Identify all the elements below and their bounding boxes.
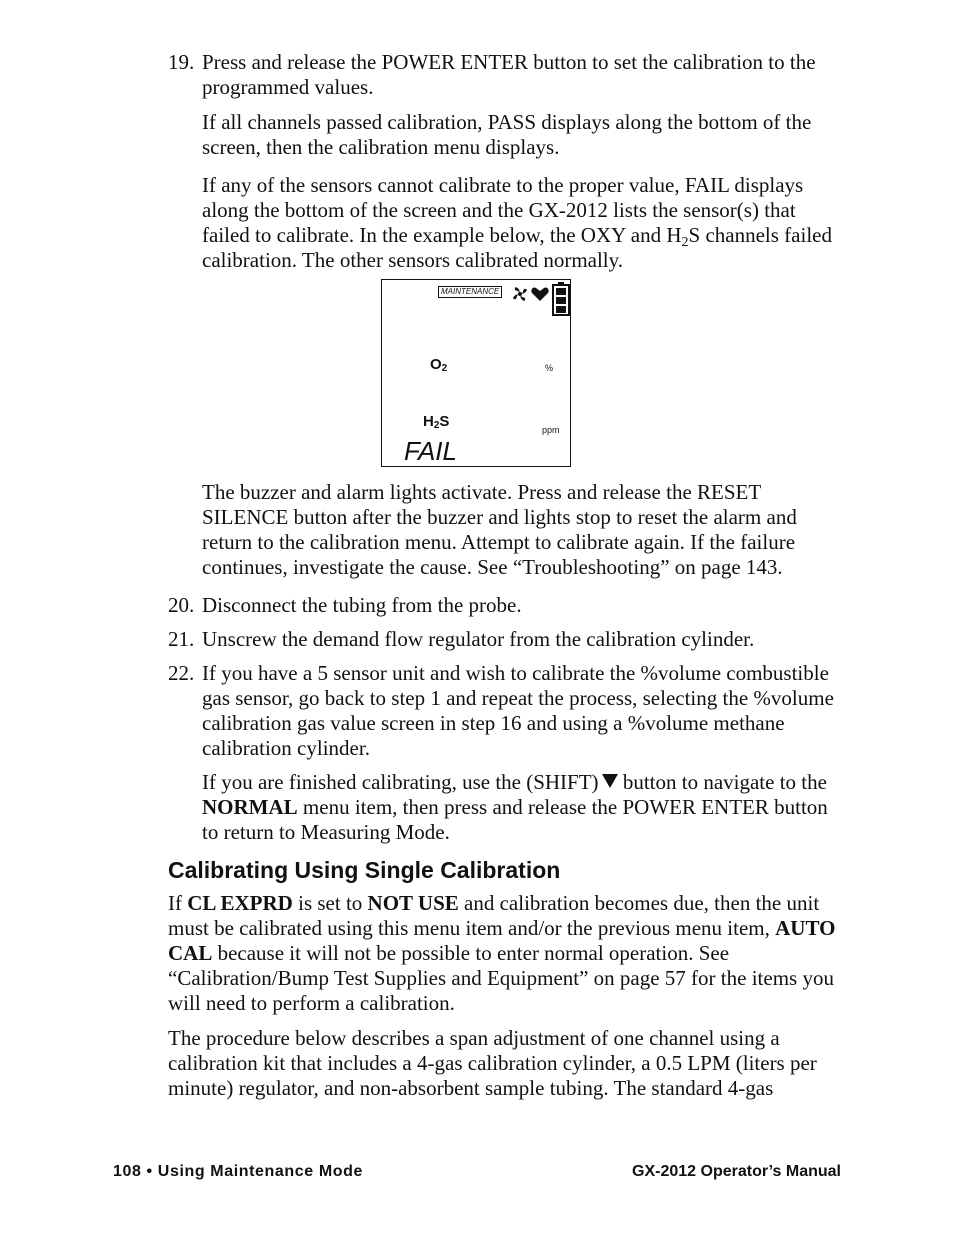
buzzer-paragraph: The buzzer and alarm lights activate. Press and release the RESET SILENCE button after the buzzer and lights stop to reset the alarm and return to the calibration menu. Attempt to calibrate again. If the failure continues, investigate the cause. See “Troubleshooting” on page 143. [202,480,797,579]
battery-icon [552,282,570,316]
footer-page-label: 108 • Using Maintenance Mode [113,1163,364,1180]
finish-paragraph: If you are finished calibrating, use the (SHIFT) button to navigate to the NORMAL menu item, then press and release the POWER ENTER button to return to Measuring Mode. [202,770,828,844]
step-text: Press and release the POWER ENTER button to set the calibration to the programmed values. [202,50,816,99]
unit-ppm: ppm [542,425,560,435]
step-number: 22. [168,661,195,685]
section-paragraph-1: If CL EXPRD is set to NOT USE and calibration becomes due, then the unit must be calibrated using this menu item and/or the previous menu item, AUTO CAL because it will not be possible to enter normal operation. See “Calibration/Bump Test Supplies and Equipment” on page 57 for the items you will need to perform a calibration. [168,891,836,1015]
maintenance-tag: MAINTENANCE [438,286,502,298]
footer-manual-title: GX-2012 Operator’s Manual [632,1163,841,1180]
step-21 [168,627,848,652]
step-22 [168,661,848,761]
fan-icon [510,284,530,304]
subscript: 2 [681,235,689,250]
heart-icon [530,286,550,302]
step-text: If you have a 5 sensor unit and wish to calibrate the %volume combustible gas sensor, go back to step 1 and repeat the process, selecting the %volume calibration gas value screen in step 16 and using a %volume methane calibration cylinder. [202,661,834,760]
fail-text: FAIL [404,436,457,466]
step-text: Disconnect the tubing from the probe. [202,593,522,617]
step-text: Unscrew the demand flow regulator from the calibration cylinder. [202,627,755,651]
step-19 [168,50,848,100]
step-20 [168,593,848,618]
section-heading: Calibrating Using Single Calibration [168,857,561,883]
unit-percent: % [545,363,554,373]
gas-label-h2s: $H_2S$ [423,413,450,431]
pass-paragraph: If all channels passed calibration, PASS displays along the bottom of the screen, then the calibration menu displays. [202,110,812,159]
step-number: 21. [168,627,195,651]
fail-paragraph: If any of the sensors cannot calibrate to the proper value, FAIL displays along the bottom of the screen and the GX-2012 lists the sensor(s) that failed to calibrate. In the example below, the OXY and $H_2S$ channels failed calibration. The other sensors calibrated normally. [202,173,832,272]
lcd-screen [381,279,571,467]
step-number: 20. [168,593,195,617]
step-number: 19. [168,50,195,74]
section-paragraph-2: The procedure below describes a span adjustment of one channel using a calibration kit that includes a 4-gas calibration cylinder, a 0.5 LPM (liters per minute) regulator, and non-absorbent sample tubing. The standard 4-gas [168,1026,817,1100]
gas-label-o2: $O_2$ [430,356,448,374]
down-arrow-icon [602,774,618,788]
